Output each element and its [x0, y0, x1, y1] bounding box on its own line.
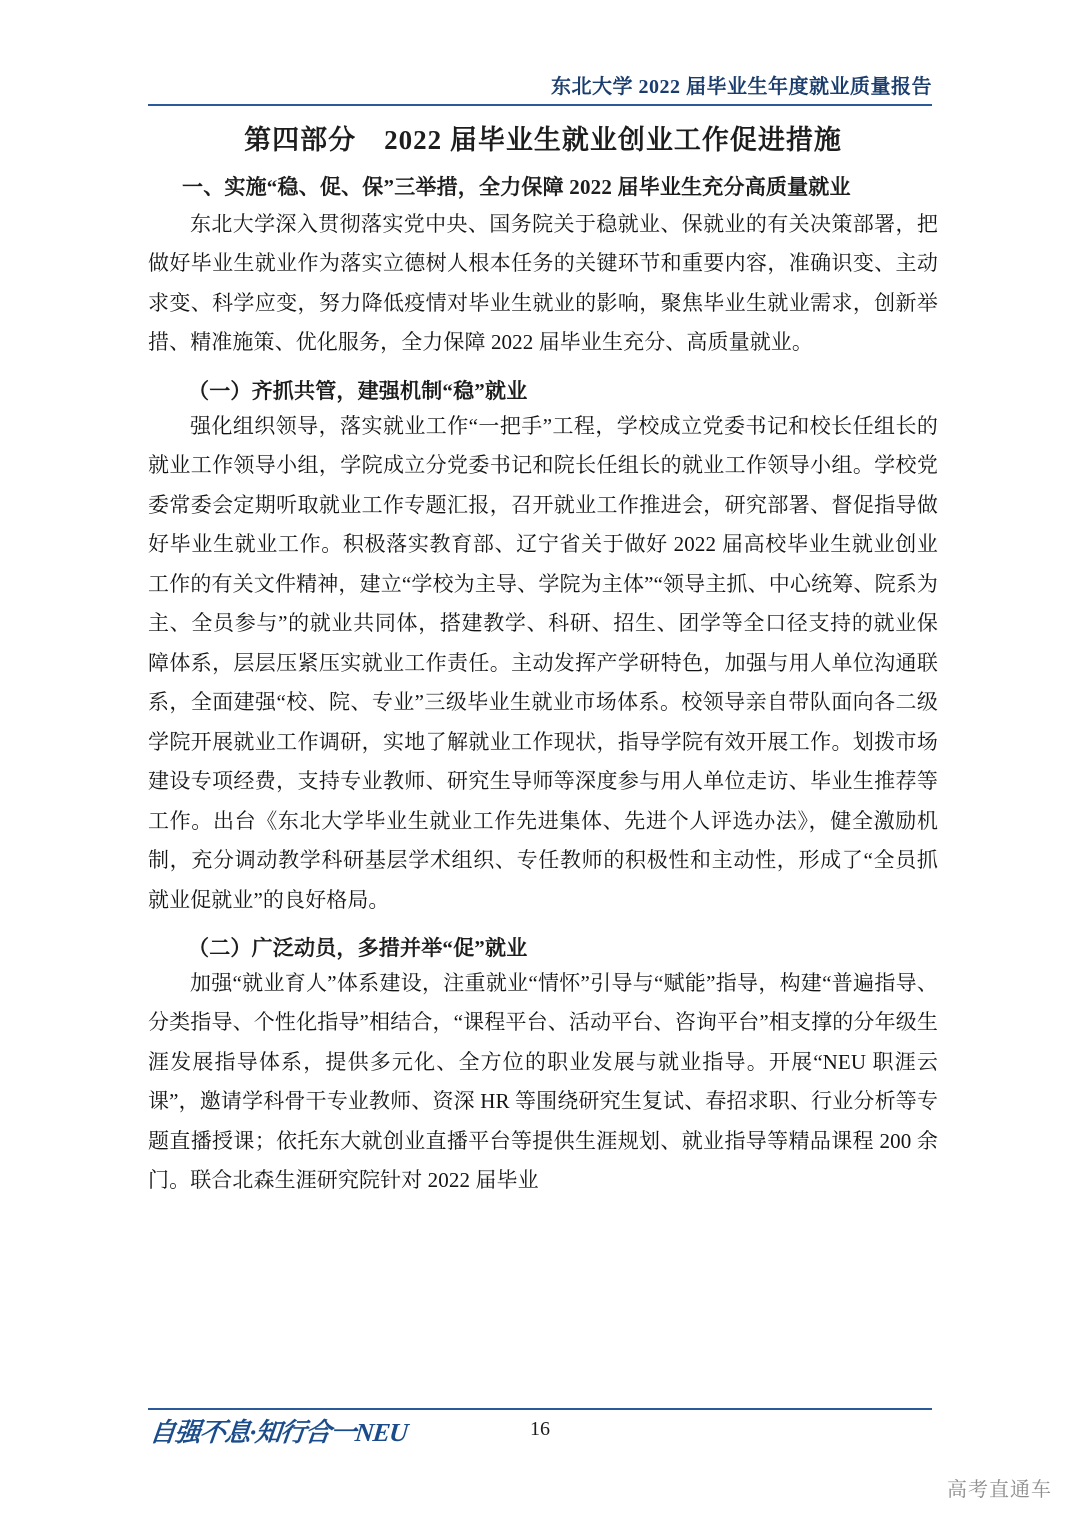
subsection-heading-2: （二）广泛动员，多措并举“促”就业	[188, 935, 528, 960]
subsection-heading-1: （一）齐抓共管，建强机制“稳”就业	[188, 378, 528, 403]
page-title: 第四部分 2022 届毕业生就业创业工作促进措施	[244, 125, 842, 155]
paragraph: 加强“就业育人”体系建设，注重就业“情怀”引导与“赋能”指导，构建“普遍指导、分类指导、个性化指导”相结合，“课程平台、活动平台、咨询平台”相支撑的分年级生涯发展指导体系，提供多元化、全方位的职业发展与就业指导。开展“NEU 职涯云课”，邀请学科骨干专业教师、资深 HR 等围绕研究生复试、春招求职、行业分析等专题直播授课；依托东大就创业直播平台等提供生涯规划、就业指导等精品课程 200 余门。联合北森生涯研究院针对 2022 届毕业	[148, 970, 938, 1193]
paragraph: 强化组织领导，落实就业工作“一把手”工程，学校成立党委书记和校长任组长的就业工作领导小组，学院成立分党委书记和院长任组长的就业工作领导小组。学校党委常委会定期听取就业工作专题汇报，召开就业工作推进会，研究部署、督促指导做好毕业生就业工作。积极落实教育部、辽宁省关于做好 2022 届高校毕业生就业创业工作的有关文件精神，建立“学校为主导、学院为主体”“领导主抓、中心统筹、院系为主、全员参与”的就业共同体，搭建教学、科研、招生、团学等全口径支持的就业保障体系，层层压紧压实就业工作责任。主动发挥产学研特色，加强与用人单位沟通联系，全面建强“校、院、专业”三级毕业生就业市场体系。校领导亲自带队面向各二级学院开展就业工作调研，实地了解就业工作现状，指导学院有效开展工作。划拨市场建设专项经费，支持专业教师、研究生导师等深度参与用人单位走访、毕业生推荐等工作。出台《东北大学毕业生就业工作先进集体、先进个人评选办法》，健全激励机制，充分调动教学科研基层学术组织、专任教师的积极性和主动性，形成了“全员抓就业促就业”的良好格局。	[148, 413, 938, 912]
university-motto-logo: 自强不息·知行合一NEU	[148, 1418, 409, 1447]
watermark-label: 高考直通车	[947, 1479, 1052, 1501]
footer-divider	[148, 1408, 932, 1410]
paragraph: 东北大学深入贯彻落实党中央、国务院关于稳就业、保就业的有关决策部署，把做好毕业生就业作为落实立德树人根本任务的关键环节和重要内容，准确识变、主动求变、科学应变，努力降低疫情对毕业生就业的影响，聚焦毕业生就业需求，创新举措、精准施策、优化服务，全力保障 2022 届毕业生充分、高质量就业。	[148, 212, 938, 355]
header-divider	[148, 104, 932, 106]
running-header: 东北大学 2022 届毕业生年度就业质量报告	[551, 76, 932, 98]
page-content	[148, 118, 938, 1203]
page-number: 16	[530, 1418, 550, 1440]
section-heading: 一、实施“稳、促、保”三举措，全力保障 2022 届毕业生充分高质量就业	[182, 175, 851, 199]
